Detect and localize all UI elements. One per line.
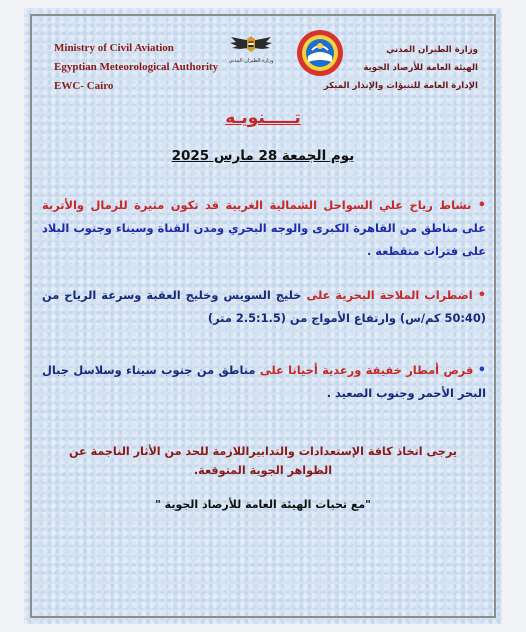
notice-title [24,108,502,128]
bullet-wind-part2: على مناطق من القاهرة الكبرى والوجه البحري ومدن القناة وسيناء وجنوب البلاد على فترات متقطعه . [42,221,486,258]
bullet-dot: • [477,198,486,213]
bullet-marine-part3: خليج السويس وخليج العقبة وسرعة الرياح من (50:40 كم/س) وارتفاع الأمواج من (2.5:1.5 متر) [42,288,486,325]
wings-caption: وزارة الطيران المدني [228,58,274,64]
bullet-dot: • [477,363,486,378]
bullet-marine [42,284,486,330]
bullet-dot: • [477,288,486,303]
closing-advice: يرجى اتخاذ كافة الإستعدادات والتدابيراللازمة للحد من الأثار الناجمة عن الظواهر الجوية المتوقعة. [68,445,458,477]
ministry-wings-logo [228,35,274,73]
bullet-wind [42,194,486,263]
bullet-rain-part2: على [255,363,284,377]
header-english [54,39,218,96]
notice-date-text: يوم الجمعة 28 مارس 2025 [171,148,355,164]
authority-name-ar: الهيئة العامة للأرصاد الجوية [363,63,478,73]
center-name-ar: الإدارة العامة للتنبؤات والإنذار المبكر [323,81,478,91]
authority-name-en: Egyptian Meteorological Authority [54,61,219,73]
bullet-marine-part1: اضطراب الملاحة البحرية [330,288,473,302]
notice-sheet [24,8,502,624]
bullet-wind-part1: نشاط رياح علي السواحل الشمالية الغربية قد تكون مثيرة للرمال والأتربة [42,198,472,212]
bullet-marine-part2: على [301,288,331,302]
bullet-rain-part3: مناطق من جنوب سيناء وسلاسل جبال البحر الأحمر وجنوب الصعيد . [42,363,486,400]
bullet-rain-part1: فرص أمطار خفيفة ورعدية أحيانا [283,363,474,377]
header-arabic [324,41,478,95]
notice-date [24,148,502,164]
center-name-en: EWC- Cairo [54,80,114,92]
notice-title-text: تـــــنويـه [225,108,301,128]
ministry-name-ar: وزارة الطيران المدني [386,45,478,55]
ministry-name-en: Ministry of Civil Aviation [54,42,174,54]
bullet-rain [42,359,486,405]
regards-line: "مع تحيات الهيئة العامة للأرصاد الجوية " [155,498,371,511]
